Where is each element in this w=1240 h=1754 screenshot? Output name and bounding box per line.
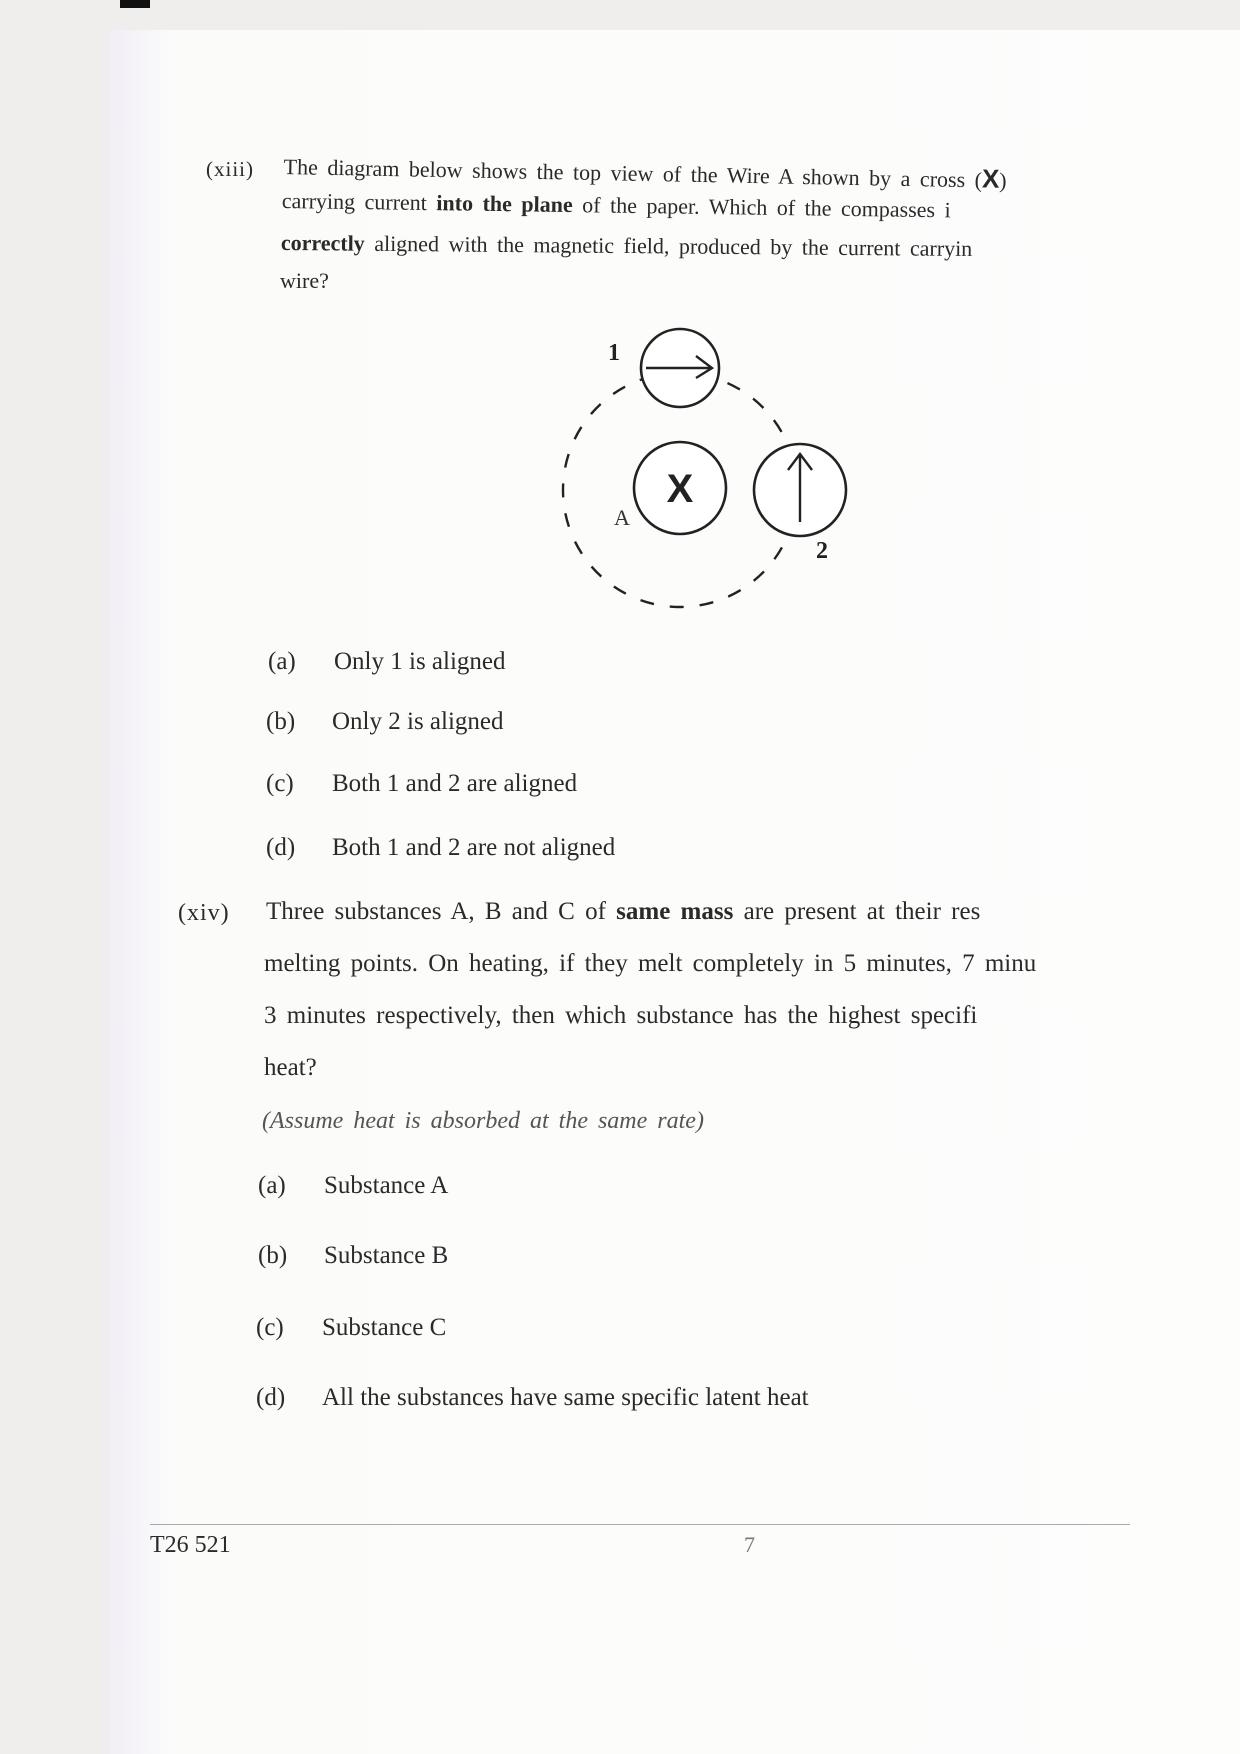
question-14-number: (xiv) [178,900,230,926]
q13-cross-symbol: X [981,163,1000,194]
q13-line3-rest: aligned with the magnetic field, produced by the current carryin [374,230,973,262]
paper-code: T26 521 [150,1532,231,1558]
option-text: Both 1 and 2 are aligned [332,770,578,797]
option-text: Both 1 and 2 are not aligned [332,834,616,861]
question-14-line-1 [266,898,980,926]
option-text: Substance A [324,1172,449,1199]
wire-cross-symbol: X [666,467,694,511]
option-label: (b) [258,1242,288,1269]
q13-line2-rest: of the paper. Which of the compasses i [582,192,951,223]
question-13-number: (xiii) [206,157,254,181]
q14-option-b[interactable] [258,1242,448,1270]
magnetic-field-diagram [540,320,880,620]
option-text: Substance C [322,1314,447,1341]
option-label: (d) [266,834,296,861]
question-13-line-4: wire? [280,268,329,293]
option-label: (c) [266,770,294,797]
question-14-note: (Assume heat is absorbed at the same rate) [262,1108,704,1134]
q13-option-d[interactable] [266,834,615,862]
option-text: Only 2 is aligned [332,708,504,735]
page-corner-mark [120,0,150,8]
option-label: (d) [256,1384,286,1411]
page-number: 7 [744,1532,755,1557]
compass-1-label: 1 [608,340,620,366]
question-14-line-2: melting points. On heating, if they melt completely in 5 minutes, 7 minu [264,950,1037,977]
q14-option-c[interactable] [256,1314,446,1342]
option-text: Only 1 is aligned [334,648,506,675]
q13-option-a[interactable] [268,648,506,676]
q13-line1-close: ) [999,167,1007,193]
footer-divider [150,1524,1130,1525]
q13-option-b[interactable] [266,708,504,736]
q14-option-a[interactable] [258,1172,448,1200]
q14-option-d[interactable] [256,1384,809,1412]
question-14-line-3: 3 minutes respectively, then which substance has the highest specifi [264,1002,978,1029]
option-text: All the substances have same specific latent heat [322,1384,809,1411]
option-label: (c) [256,1314,284,1341]
compass-2-label: 2 [816,538,828,564]
q14-line1-text: Three substances A, B and C of [266,898,606,925]
option-label: (a) [268,648,296,675]
q13-line3-bold: correctly [280,230,365,256]
q14-line1-bold: same mass [616,898,734,925]
wire-label: A [614,505,630,530]
q14-line1-rest: are present at their res [743,898,981,925]
q13-line2-bold: into the plane [436,190,573,218]
question-14-line-4: heat? [264,1054,317,1081]
q13-option-c[interactable] [266,770,577,798]
option-label: (b) [266,708,296,735]
option-label: (a) [258,1172,286,1199]
option-text: Substance B [324,1242,449,1269]
q13-line1-text: The diagram below shows the top view of the Wire A shown by a cross ( [283,153,983,193]
q13-line2-text: carrying current [281,188,428,216]
